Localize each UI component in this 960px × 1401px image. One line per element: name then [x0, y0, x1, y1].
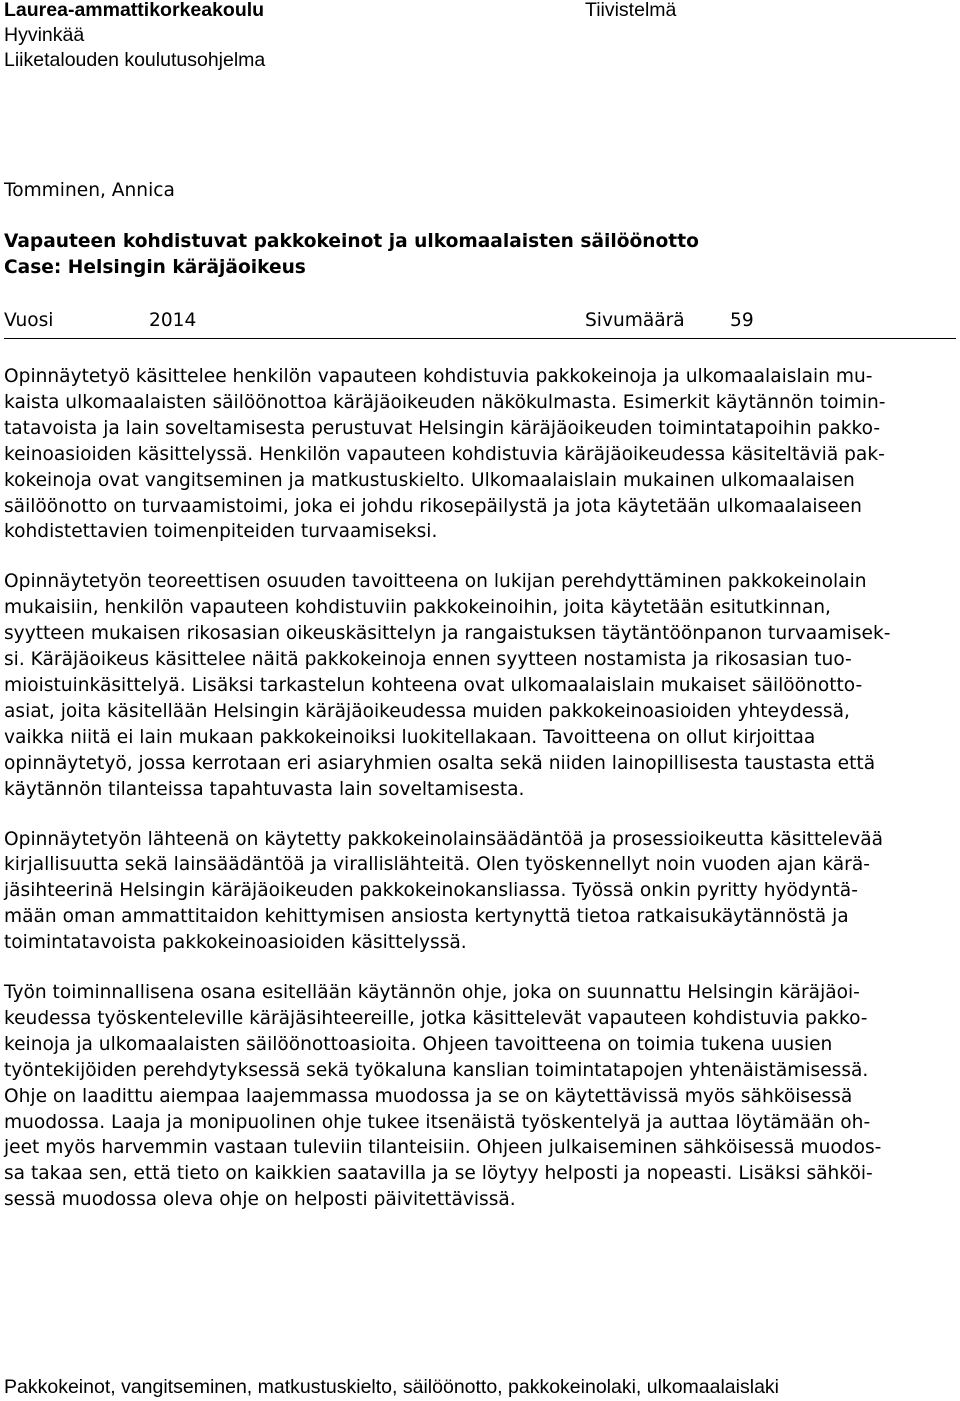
year-label: Vuosi — [4, 310, 54, 331]
paragraph-line: keinoasioiden käsittelyssä. Henkilön vapauteen kohdistuvia käräjäoikeudessa käsiteltäviä pak- — [4, 443, 885, 465]
paragraph-line: toimintatavoista pakkokeinoasioiden käsittelyssä. — [4, 932, 467, 954]
programme-name: Liiketalouden koulutusohjelma — [4, 49, 266, 71]
paragraph-line: mään oman ammattitaidon kehittymisen ansiosta kertynyttä tietoa ratkaisukäytännöstä ja — [4, 906, 849, 928]
document-type: Tiivistelmä — [585, 0, 677, 21]
paragraph-line: muodossa. Laaja ja monipuolinen ohje tukee itsenäistä työskentelyä ja auttaa löytämään oh- — [4, 1111, 871, 1133]
institution-name: Laurea-ammattikorkeakoulu — [4, 0, 265, 21]
thesis-subtitle-line: Case: Helsingin käräjäoikeus — [4, 257, 306, 278]
thesis-title — [4, 229, 699, 281]
paragraph-line: kokeinoja ovat vangitseminen ja matkustuskielto. Ulkomaalaislain mukainen ulkomaalaisen — [4, 469, 855, 491]
keywords: Pakkokeinot, vangitseminen, matkustuskielto, säilöönotto, pakkokeinolaki, ulkomaalaislaki — [4, 1376, 779, 1398]
year-value: 2014 — [149, 310, 197, 331]
paragraph-line: käytännön tilanteissa tapahtuvasta lain soveltamisesta. — [4, 778, 525, 800]
thesis-title-line: Vapauteen kohdistuvat pakkokeinot ja ulkomaalaisten säilöönotto — [4, 231, 699, 252]
paragraph-line: asiat, joita käsitellään Helsingin käräjäoikeudessa muiden pakkokeinoasioiden yhteydessä, — [4, 700, 850, 722]
paragraph-line: tatavoista ja lain soveltamisesta perustuvat Helsingin käräjäoikeuden toimintatapoihin pakko- — [4, 417, 881, 439]
campus-name: Hyvinkää — [4, 24, 85, 46]
paragraph-line: keinoja ja ulkomaalaisten säilöönottoasioita. Ohjeen tavoitteena on toimia tukena uusien — [4, 1033, 833, 1055]
paragraph-line: Työn toiminnallisena osana esitellään käytännön ohje, joka on suunnattu Helsingin käräjäoi- — [4, 982, 860, 1004]
abstract-paragraph — [4, 364, 956, 545]
paragraph-line: sa takaa sen, että tieto on kaikkien saatavilla ja se löytyy helposti ja nopeasti. Lisäksi sähköi- — [4, 1163, 873, 1185]
paragraph-line: keudessa työskenteleville käräjäsihteereille, jotka käsittelevät vapauteen kohdistuvia pakko- — [4, 1007, 868, 1029]
author-name: Tomminen, Annica — [4, 180, 175, 201]
paragraph-line: opinnäytetyö, jossa kerrotaan eri asiaryhmien osalta sekä niiden lainopillisesta taustasta että — [4, 752, 876, 774]
paragraph-line: vaikka niitä ei lain mukaan pakkokeinoiksi luokitellakaan. Tavoitteena on ollut kirjoittaa — [4, 726, 816, 748]
paragraph-line: työntekijöiden perehdytyksessä sekä työkaluna kanslian toimintatapojen yhtenäistämisessä. — [4, 1059, 869, 1081]
paragraph-line: syytteen mukaisen rikosasian oikeuskäsittelyn ja rangaistuksen täytäntöönpanon turvaamisek- — [4, 623, 891, 645]
abstract-paragraph — [4, 980, 956, 1213]
paragraph-line: sessä muodossa oleva ohje on helposti päivitettävissä. — [4, 1189, 516, 1211]
abstract-paragraph — [4, 569, 956, 802]
page-count-label: Sivumäärä — [585, 310, 685, 331]
abstract-body — [4, 364, 956, 1237]
page-count-value: 59 — [730, 310, 754, 331]
paragraph-line: kirjallisuutta sekä lainsäädäntöä ja virallislähteitä. Olen työskennellyt noin vuoden ajan kärä- — [4, 854, 870, 876]
paragraph-line: kohdistettavien toimenpiteiden turvaamiseksi. — [4, 521, 438, 543]
paragraph-line: säilöönotto on turvaamistoimi, joka ei johdu rikosepäilystä ja jota käytetään ulkomaalaiseen — [4, 495, 862, 517]
document-header — [4, 0, 956, 80]
paragraph-line: jäsihteerinä Helsingin käräjäoikeuden pakkokeinokansliassa. Työssä onkin pyritty hyödyntä- — [4, 880, 858, 902]
paragraph-line: Opinnäytetyön teoreettisen osuuden tavoitteena on lukijan perehdyttäminen pakkokeinolain — [4, 571, 867, 593]
paragraph-line: kaista ulkomaalaisten säilöönottoa käräjäoikeuden näkökulmasta. Esimerkit käytännön toimin- — [4, 391, 886, 413]
paragraph-line: Opinnäytetyö käsittelee henkilön vapauteen kohdistuvia pakkokeinoja ja ulkomaalaislain mu- — [4, 366, 873, 387]
paragraph-line: si. Käräjäoikeus käsittelee näitä pakkokeinoja ennen syytteen nostamista ja rikosasian tuo- — [4, 649, 852, 671]
abstract-paragraph — [4, 827, 956, 957]
paragraph-line: mioistuinkäsittelyä. Lisäksi tarkastelun kohteena ovat ulkomaalaislain mukaiset säilöönotto- — [4, 674, 863, 696]
metadata-row — [4, 306, 956, 339]
paragraph-line: jeet myös harvemmin vastaan tuleviin tilanteisiin. Ohjeen julkaiseminen sähköisessä muodos- — [4, 1137, 882, 1159]
paragraph-line: mukaisiin, henkilön vapauteen kohdistuviin pakkokeinoihin, joita käytetään esitutkinnan, — [4, 597, 831, 619]
paragraph-line: Ohje on laadittu aiempaa laajemmassa muodossa ja se on käytettävissä myös sähköisessä — [4, 1085, 853, 1107]
paragraph-line: Opinnäytetyön lähteenä on käytetty pakkokeinolainsäädäntöä ja prosessioikeutta käsittelevää — [4, 828, 884, 850]
